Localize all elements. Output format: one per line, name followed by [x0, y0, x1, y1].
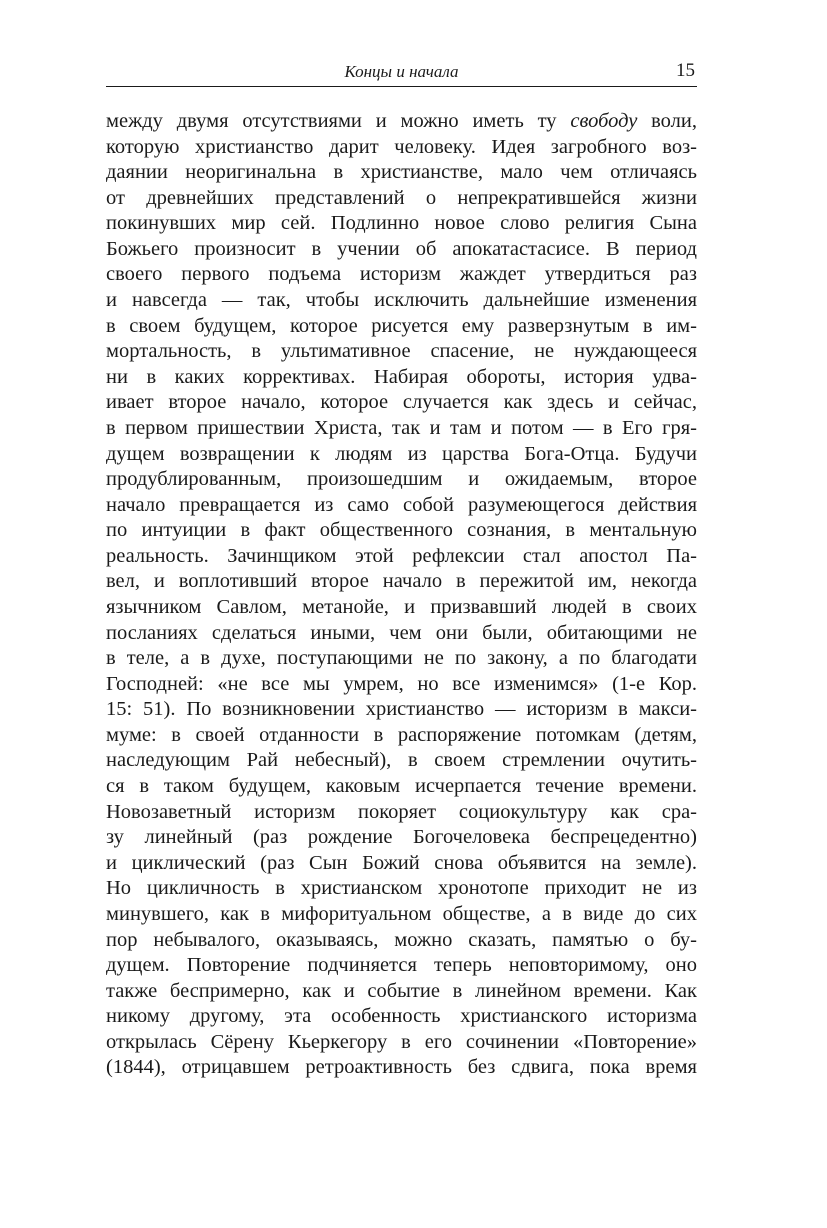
- text-line: и циклический (раз Сын Божий снова объявится на земле).: [106, 851, 697, 874]
- text-line: ся в таком будущем, каковым исчерпается течение времени.: [106, 775, 697, 798]
- text-line: [106, 109, 697, 135]
- text-line: начало превращается из само собой разумеющегося действия: [106, 493, 697, 516]
- text-line: никому другому, эта особенность христианского историзма: [106, 1005, 697, 1028]
- text-line: язычником Савлом, метанойе, и призвавший людей в своих: [106, 595, 697, 618]
- text-segment: воли,: [637, 110, 697, 132]
- text-line: пор небывалого, оказываясь, можно сказать, памятью о бу-: [106, 928, 697, 951]
- text-line: продублированным, произошедшим и ожидаемым, второе: [106, 468, 697, 491]
- text-line: ивает второе начало, которое случается как здесь и сейчас,: [106, 391, 697, 414]
- text-line: мортальность, в ультимативное спасение, не нуждающееся: [106, 340, 697, 363]
- text-line: дущем. Повторение подчиняется теперь неповторимому, оно: [106, 954, 697, 977]
- text-line: ни в каких коррективах. Набирая обороты, история удва-: [106, 365, 697, 388]
- text-line: Но цикличность в христианском хронотопе приходит не из: [106, 877, 697, 900]
- text-line: зу линейный (раз рождение Богочеловека беспрецедентно): [106, 826, 697, 849]
- text-line: реальность. Зачинщиком этой рефлексии стал апостол Па-: [106, 544, 697, 567]
- text-line: в своем будущем, которое рисуется ему разверзнутым в им-: [106, 314, 697, 337]
- text-line: вел, и воплотивший второе начало в пережитой им, некогда: [106, 570, 697, 593]
- text-line: дущем возвращении к людям из царства Бога-Отца. Будучи: [106, 442, 697, 465]
- text-line: посланиях сделаться иными, чем они были, обитающими не: [106, 621, 697, 644]
- text-segment: между двумя отсутствиями и можно иметь ту: [106, 110, 571, 132]
- text-line: Господней: «не все мы умрем, но все изменимся» (1-е Кор.: [106, 672, 697, 695]
- text-line: которую христианство дарит человеку. Идея загробного воз-: [106, 135, 697, 158]
- text-line: покинувших мир сей. Подлинно новое слово религия Сына: [106, 212, 697, 235]
- text-line: также беспримерно, как и событие в линейном времени. Как: [106, 979, 697, 1002]
- text-line: в теле, а в духе, поступающими не по закону, а по благодати: [106, 647, 697, 670]
- text-line: и навсегда — так, чтобы исключить дальнейшие изменения: [106, 289, 697, 312]
- text-line: даянии неоригинальна в христианстве, мало чем отличаясь: [106, 161, 697, 184]
- running-title: Концы и начала: [344, 62, 459, 81]
- text-line: своего первого подъема историзм жаждет утвердиться раз: [106, 263, 697, 286]
- text-line: 15: 51). По возникновении христианство — историзм в макси-: [106, 698, 697, 721]
- body-text: [106, 109, 697, 1081]
- text-line: от древнейших представлений о непрекратившейся жизни: [106, 186, 697, 209]
- italic-emphasis: свободу: [570, 110, 638, 132]
- text-line: по интуиции в факт общественного сознания, в ментальную: [106, 519, 697, 542]
- text-line: наследующим Рай небесный), в своем стремлении очутить-: [106, 749, 697, 772]
- text-line: в первом пришествии Христа, так и там и потом — в Его гря-: [106, 416, 697, 439]
- text-line: открылась Сёрену Кьеркегору в его сочинении «Повторение»: [106, 1030, 697, 1053]
- text-line: минувшего, как в мифоритуальном обществе, а в виде до сих: [106, 902, 697, 925]
- page-number: 15: [676, 60, 695, 81]
- text-line: (1844), отрицавшем ретроактивность без сдвига, пока время: [106, 1056, 697, 1079]
- text-line: муме: в своей отданности в распоряжение потомкам (детям,: [106, 723, 697, 746]
- text-line: Божьего произносит в учении об апокатастасисе. В период: [106, 237, 697, 260]
- text-line: Новозаветный историзм покоряет социокультуру как сра-: [106, 800, 697, 823]
- running-head: [106, 56, 697, 87]
